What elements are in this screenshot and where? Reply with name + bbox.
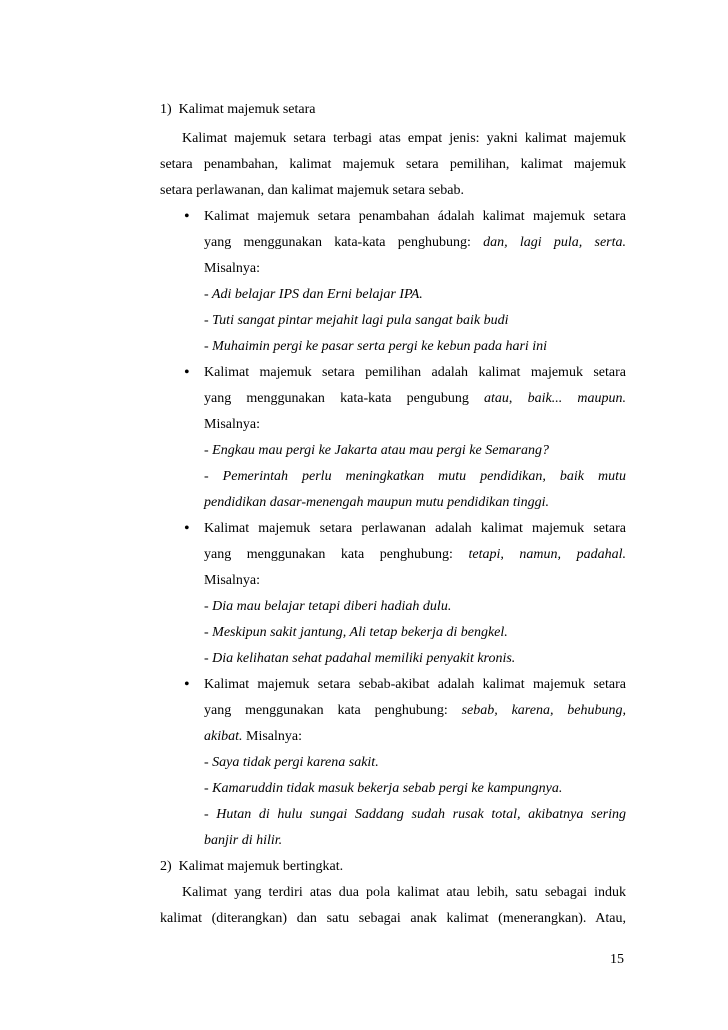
comma: , <box>508 391 513 406</box>
example-sentence: - Hutan di hulu sungai Saddang sudah rusak total, akibatnya sering <box>204 807 626 822</box>
paragraph-line: setara perlawanan, dan kalimat majemuk setara sebab. <box>160 183 464 198</box>
paragraph-line: kalimat (diterangkan) dan satu sebagai anak kalimat (menerangkan). Atau, <box>160 911 626 926</box>
example-sentence: - Adi belajar IPS dan Erni belajar IPA. <box>204 287 423 302</box>
bullet-text-line: Kalimat majemuk setara perlawanan adalah kalimat majemuk setara <box>204 521 626 536</box>
bullet-icon: • <box>184 208 190 225</box>
example-label: Misalnya: <box>246 729 302 744</box>
example-label: Misalnya: <box>204 573 260 588</box>
example-sentence: - Kamaruddin tidak masuk bekerja sebab pergi ke kampungnya. <box>204 781 563 796</box>
example-sentence: - Dia mau belajar tetapi diberi hadiah dulu. <box>204 599 452 614</box>
example-label: Misalnya: <box>204 417 260 432</box>
bullet-icon: • <box>184 676 190 693</box>
example-label: Misalnya: <box>204 261 260 276</box>
bullet-icon: • <box>184 364 190 381</box>
conjunction-list: sebab, karena, behubung, <box>461 703 626 718</box>
example-sentence: - Engkau mau pergi ke Jakarta atau mau pergi ke Semarang? <box>204 443 549 458</box>
section-heading-2: 2) Kalimat majemuk bertingkat. <box>160 859 344 874</box>
bullet-text-line <box>204 703 626 719</box>
paragraph-line: setara penambahan, kalimat majemuk setara pemilihan, kalimat majemuk <box>160 157 626 172</box>
conjunction: akibat. <box>204 729 243 744</box>
conjunction-list: tetapi, namun, padahal. <box>468 547 626 562</box>
conjunction-list: dan, lagi pula, serta. <box>483 235 626 250</box>
bullet-text-line <box>204 391 626 407</box>
bullet-text: yang menggunakan kata-kata pengubung <box>204 391 469 406</box>
bullet-text: yang menggunakan kata-kata penghubung: <box>204 235 471 250</box>
paragraph-line: Kalimat majemuk setara terbagi atas empat jenis: yakni kalimat majemuk <box>182 131 626 146</box>
example-sentence: banjir di hilir. <box>204 833 283 848</box>
example-sentence: - Meskipun sakit jantung, Ali tetap bekerja di bengkel. <box>204 625 508 640</box>
section-heading-1: 1) Kalimat majemuk setara <box>160 102 316 117</box>
bullet-text-line: Kalimat majemuk setara pemilihan adalah kalimat majemuk setara <box>204 365 626 380</box>
bullet-text-line <box>204 729 302 745</box>
example-sentence: - Muhaimin pergi ke pasar serta pergi ke kebun pada hari ini <box>204 339 548 354</box>
example-sentence: - Pemerintah perlu meningkatkan mutu pendidikan, baik mutu <box>204 469 626 484</box>
page-number: 15 <box>610 952 624 967</box>
bullet-text-line <box>204 547 626 563</box>
paragraph-line: Kalimat yang terdiri atas dua pola kalimat atau lebih, satu sebagai induk <box>182 885 626 900</box>
bullet-text-line <box>204 235 626 251</box>
bullet-text-line: Kalimat majemuk setara penambahan ádalah kalimat majemuk setara <box>204 209 626 224</box>
example-sentence: - Tuti sangat pintar mejahit lagi pula sangat baik budi <box>204 313 509 328</box>
bullet-icon: • <box>184 520 190 537</box>
bullet-text: yang menggunakan kata penghubung: <box>204 703 448 718</box>
conjunction-list: baik... maupun. <box>527 391 626 406</box>
conjunction: atau <box>484 391 509 406</box>
example-sentence: - Saya tidak pergi karena sakit. <box>204 755 379 770</box>
example-sentence: pendidikan dasar-menengah maupun mutu pendidikan tinggi. <box>204 495 550 510</box>
bullet-text-line: Kalimat majemuk setara sebab-akibat adalah kalimat majemuk setara <box>204 677 626 692</box>
example-sentence: - Dia kelihatan sehat padahal memiliki penyakit kronis. <box>204 651 516 666</box>
bullet-text: yang menggunakan kata penghubung: <box>204 547 453 562</box>
